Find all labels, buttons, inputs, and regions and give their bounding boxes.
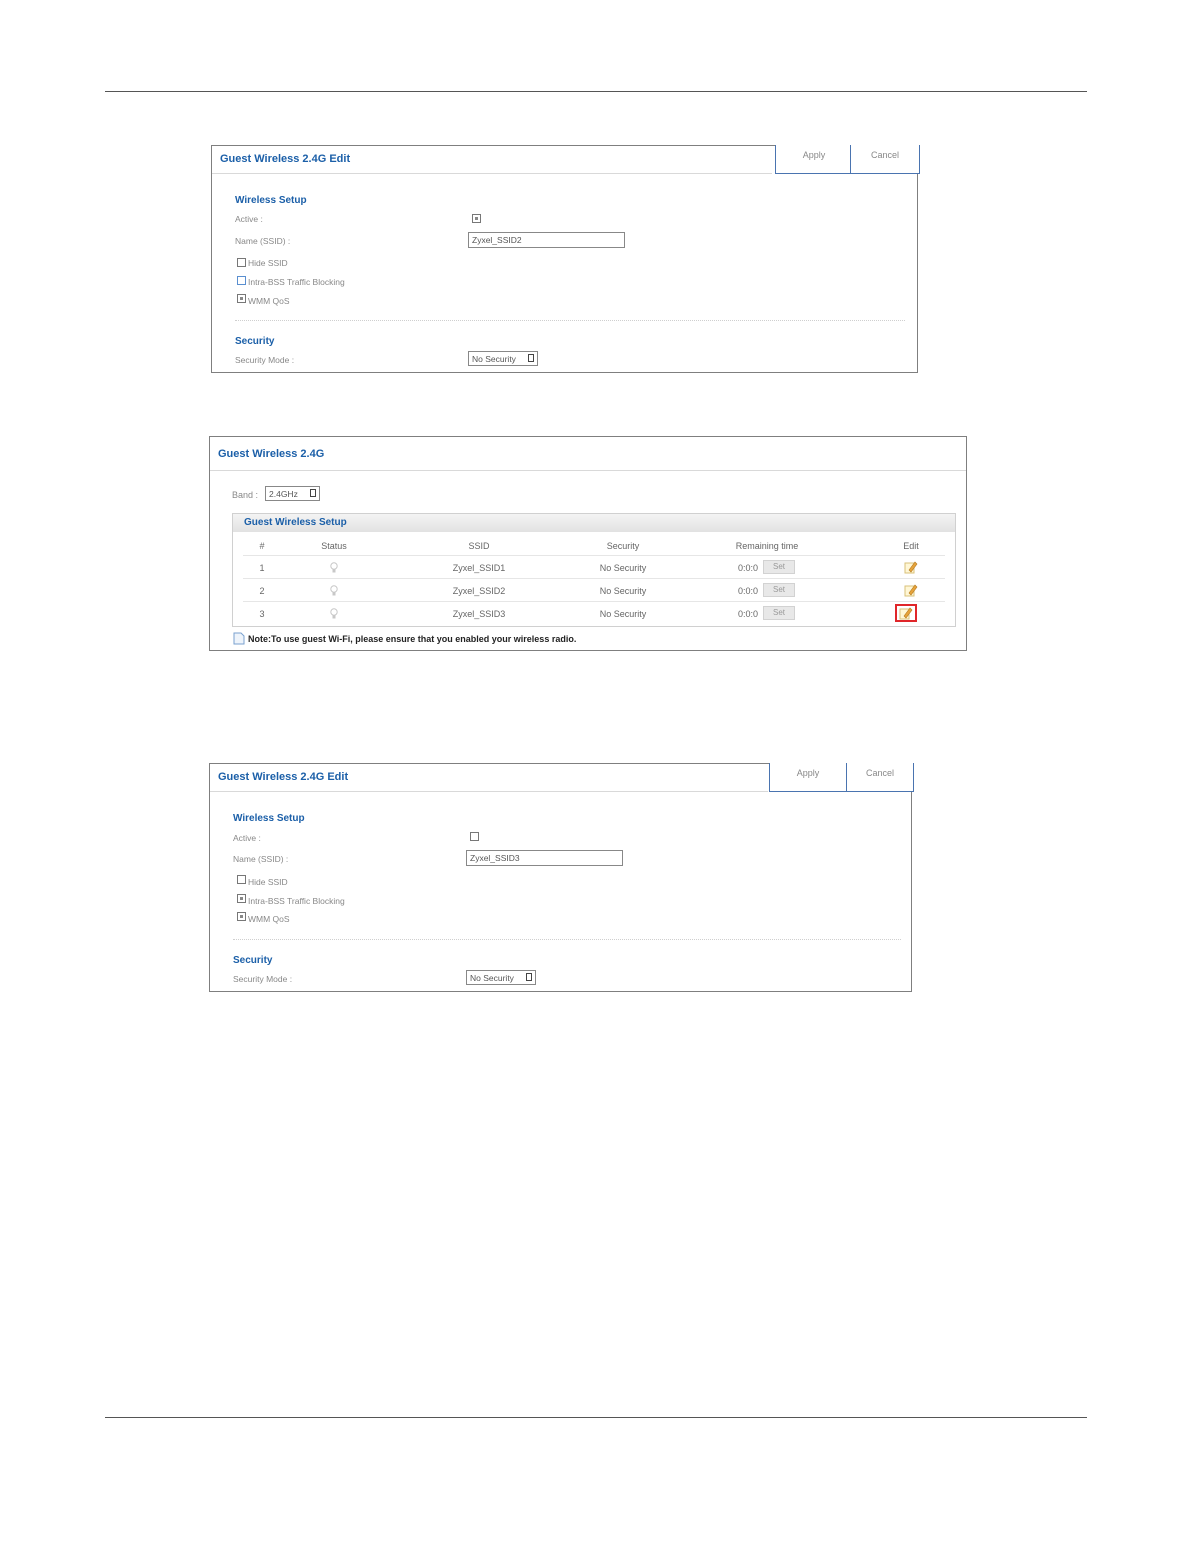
hide-ssid-label: Hide SSID xyxy=(248,258,288,268)
apply-button[interactable]: Apply xyxy=(769,763,847,792)
security-mode-value: No Security xyxy=(472,354,516,364)
status-bulb-icon xyxy=(329,562,339,574)
hide-ssid-label: Hide SSID xyxy=(248,877,288,887)
row-divider xyxy=(243,578,945,579)
wmm-qos-label: WMM QoS xyxy=(248,296,290,306)
intra-bss-checkbox[interactable] xyxy=(237,894,246,903)
note-text: Note:To use guest Wi-Fi, please ensure that you enabled your wireless radio. xyxy=(248,634,577,644)
security-mode-value: No Security xyxy=(470,973,514,983)
table-title: Guest Wireless Setup xyxy=(244,517,347,528)
active-label: Active : xyxy=(235,214,263,224)
row-security: No Security xyxy=(599,563,647,573)
security-mode-select[interactable] xyxy=(468,351,538,366)
set-time-button[interactable]: Set xyxy=(763,560,795,574)
header-divider xyxy=(210,470,966,471)
row-remaining-time: 0:0:0 xyxy=(737,609,759,619)
panel-title: Guest Wireless 2.4G Edit xyxy=(218,771,349,783)
row-security: No Security xyxy=(599,586,647,596)
active-label: Active : xyxy=(233,833,261,843)
note-icon xyxy=(233,632,245,645)
ssid-name-input[interactable]: Zyxel_SSID3 xyxy=(466,850,623,866)
panel-title: Guest Wireless 2.4G xyxy=(218,448,325,460)
guest-wireless-list-panel xyxy=(209,436,967,651)
header-divider xyxy=(212,173,772,174)
dropdown-arrow-icon xyxy=(310,489,316,497)
status-bulb-icon xyxy=(329,608,339,620)
security-heading: Security xyxy=(235,336,275,347)
section-divider xyxy=(235,320,905,321)
col-header-security: Security xyxy=(606,541,640,551)
table-section-header xyxy=(233,513,955,532)
cancel-button[interactable]: Cancel xyxy=(846,763,914,792)
intra-bss-checkbox[interactable] xyxy=(237,276,246,285)
cancel-button[interactable]: Cancel xyxy=(850,145,920,174)
guest-wireless-table xyxy=(232,513,956,627)
hide-ssid-checkbox[interactable] xyxy=(237,258,246,267)
status-bulb-icon xyxy=(329,585,339,597)
row-number: 2 xyxy=(259,586,265,596)
row-remaining-time: 0:0:0 xyxy=(737,586,759,596)
name-ssid-label: Name (SSID) : xyxy=(233,854,289,864)
row-ssid: Zyxel_SSID1 xyxy=(452,563,506,573)
row-divider xyxy=(243,601,945,602)
row-ssid: Zyxel_SSID2 xyxy=(452,586,506,596)
security-mode-label: Security Mode : xyxy=(235,355,295,365)
apply-button[interactable]: Apply xyxy=(775,145,853,174)
set-time-button[interactable]: Set xyxy=(763,606,795,620)
band-value: 2.4GHz xyxy=(269,489,298,499)
col-header-status: Status xyxy=(321,541,347,551)
page-header-rule xyxy=(105,91,1087,92)
dropdown-arrow-icon xyxy=(528,354,534,362)
set-time-button[interactable]: Set xyxy=(763,583,795,597)
name-ssid-label: Name (SSID) : xyxy=(235,236,291,246)
guest-wireless-edit-panel-ssid3 xyxy=(209,763,912,992)
wmm-qos-checkbox[interactable] xyxy=(237,294,246,303)
col-header-remaining-time: Remaining time xyxy=(735,541,799,551)
panel-title: Guest Wireless 2.4G Edit xyxy=(220,153,351,165)
security-mode-label: Security Mode : xyxy=(233,974,293,984)
active-checkbox[interactable] xyxy=(472,214,481,223)
row-divider xyxy=(243,555,945,556)
wmm-qos-label: WMM QoS xyxy=(248,914,290,924)
guest-wireless-edit-panel-ssid2 xyxy=(211,145,918,373)
row-ssid: Zyxel_SSID3 xyxy=(452,609,506,619)
intra-bss-label: Intra-BSS Traffic Blocking xyxy=(248,896,345,906)
edit-pencil-icon[interactable] xyxy=(904,560,918,574)
row-number: 1 xyxy=(259,563,265,573)
wireless-setup-heading: Wireless Setup xyxy=(233,813,305,824)
active-checkbox[interactable] xyxy=(470,832,479,841)
ssid-name-input[interactable]: Zyxel_SSID2 xyxy=(468,232,625,248)
edit-pencil-icon[interactable] xyxy=(899,606,913,620)
band-label: Band : xyxy=(232,490,259,500)
header-divider xyxy=(210,791,768,792)
col-header-number: # xyxy=(259,541,265,551)
security-mode-select[interactable] xyxy=(466,970,536,985)
page-footer-rule xyxy=(105,1417,1087,1418)
section-divider xyxy=(233,939,901,940)
intra-bss-label: Intra-BSS Traffic Blocking xyxy=(248,277,345,287)
row-number: 3 xyxy=(259,609,265,619)
security-heading: Security xyxy=(233,955,273,966)
dropdown-arrow-icon xyxy=(526,973,532,981)
col-header-ssid: SSID xyxy=(468,541,490,551)
col-header-edit: Edit xyxy=(903,541,919,551)
band-select[interactable] xyxy=(265,486,320,501)
edit-pencil-icon[interactable] xyxy=(904,583,918,597)
hide-ssid-checkbox[interactable] xyxy=(237,875,246,884)
row-security: No Security xyxy=(599,609,647,619)
row-remaining-time: 0:0:0 xyxy=(737,563,759,573)
wireless-setup-heading: Wireless Setup xyxy=(235,195,307,206)
wmm-qos-checkbox[interactable] xyxy=(237,912,246,921)
